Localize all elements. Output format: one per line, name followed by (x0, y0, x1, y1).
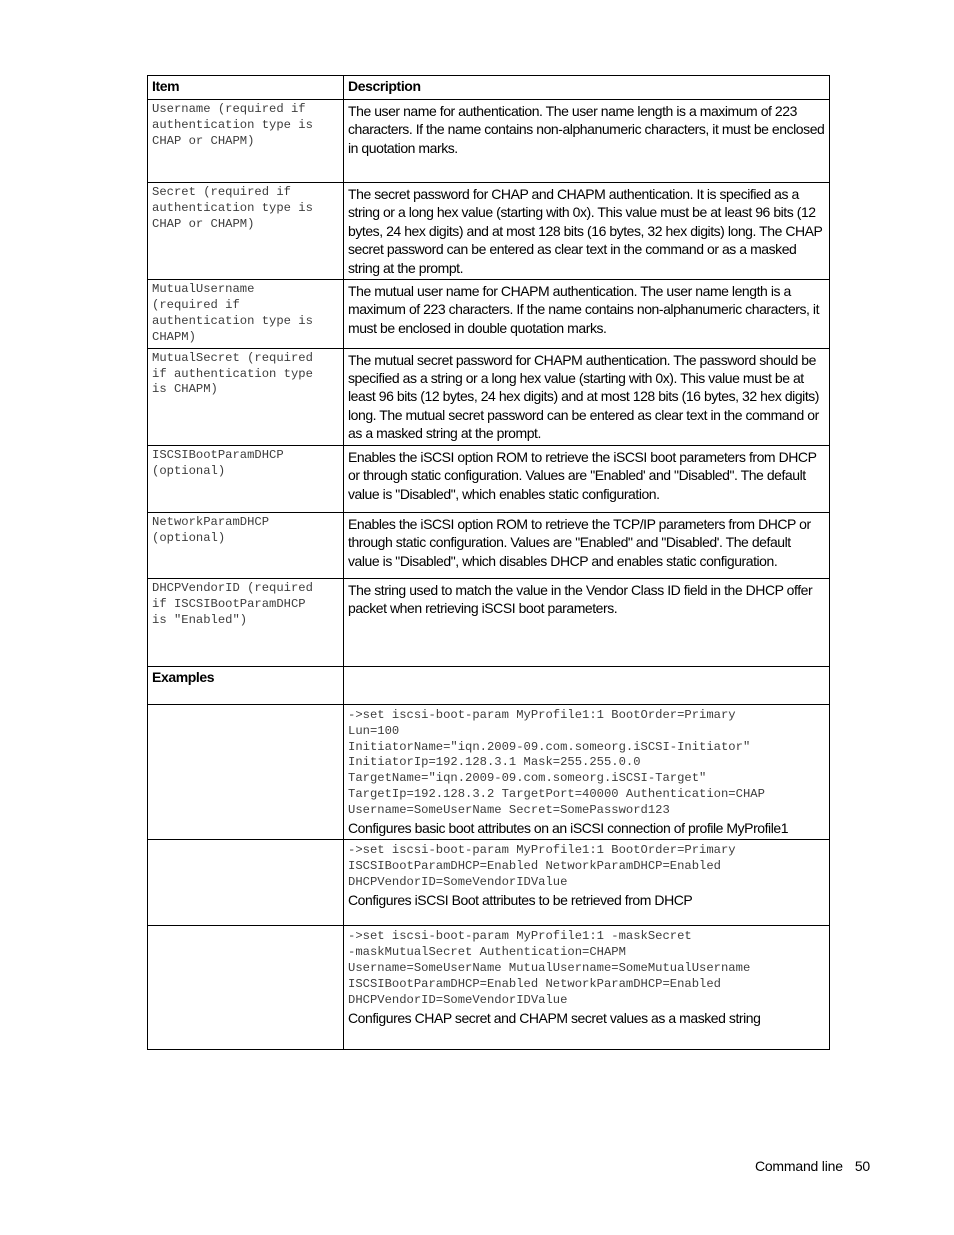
example-code: ->set iscsi-boot-param MyProfile1:1 -maskSecret -maskMutualSecret Authentication=CHAPM Username=SomeUserName MutualUsername=SomeMutualUsername ISCSIBootParamDHCP=Enabled NetworkParamDHCP=Enabled DHCPVendorID=SomeVendorIDValue (348, 929, 751, 1007)
item-mutual-username: MutualUsername (required if authentication type is CHAPM) (148, 280, 344, 349)
item-network-param-dhcp: NetworkParamDHCP (optional) (148, 512, 344, 578)
item-iscsi-boot-param-dhcp: ISCSIBootParamDHCP (optional) (148, 445, 344, 512)
table-row (148, 280, 830, 349)
example-row (148, 926, 830, 1050)
example-description: Configures CHAP secret and CHAPM secret values as a masked string (348, 1009, 761, 1026)
examples-header-empty-cell (344, 666, 830, 704)
examples-label: Examples (148, 666, 344, 704)
item-username: Username (required if authentication type is CHAP or CHAPM) (148, 100, 344, 183)
table-row (148, 183, 830, 280)
example-empty-cell (148, 926, 344, 1050)
description-mutual-secret: The mutual secret password for CHAPM authentication. The password should be specified as a string or a long hex value (starting with 0x). This value must be at least 96 bits (12 bytes, 24 hex digits) and at most 128 bits (16 bytes, 32 hex digits) long. The mutual secret password can be entered as clear text in the command or as a masked string at the prompt. (344, 348, 830, 445)
table-row (148, 512, 830, 578)
page-number: 50 (854, 1158, 870, 1174)
description-dhcp-vendor-id: The string used to match the value in the Vendor Class ID field in the DHCP offer packet when retrieving iSCSI boot parameters. (344, 578, 830, 666)
examples-header-row (148, 666, 830, 704)
example-code: ->set iscsi-boot-param MyProfile1:1 BootOrder=Primary Lun=100 InitiatorName="iqn.2009-09.com.someorg.iSCSI-Initiator" InitiatorIp=192.128.3.1 Mask=255.255.0.0 TargetName="iqn.2009-09.com.someorg.iSCSI-Target" TargetIp=192.128.3.2 TargetPort=40000 Authentication=CHAP Username=SomeUserName Secret=SomePassword123 (348, 707, 765, 818)
table-header-row (148, 76, 830, 100)
item-mutual-secret: MutualSecret (required if authentication type is CHAPM) (148, 348, 344, 445)
item-secret: Secret (required if authentication type is CHAP or CHAPM) (148, 183, 344, 280)
example-cell (344, 704, 830, 839)
example-row (148, 704, 830, 839)
header-description: Description (344, 76, 830, 100)
example-cell (344, 840, 830, 926)
description-secret: The secret password for CHAP and CHAPM authentication. It is specified as a string or a long hex value (starting with 0x). This value must be at least 96 bits (12 bytes, 24 hex digits) and at most 128 bits (16 bytes, 32 hex digits) long. The CHAP secret password can be entered as clear text in the command or as a masked string at the prompt. (344, 183, 830, 280)
example-empty-cell (148, 840, 344, 926)
example-description: Configures basic boot attributes on an iSCSI connection of profile MyProfile1 (348, 820, 789, 837)
parameter-table (147, 75, 830, 1050)
example-code: ->set iscsi-boot-param MyProfile1:1 BootOrder=Primary ISCSIBootParamDHCP=Enabled NetworkParamDHCP=Enabled DHCPVendorID=SomeVendorIDValue (348, 843, 736, 889)
header-item: Item (148, 76, 344, 100)
description-iscsi-boot-param-dhcp: Enables the iSCSI option ROM to retrieve the iSCSI boot parameters from DHCP or through static configuration. Values are "Enabled' and "Disabled". The default value is "Disabled", which enables static configuration. (344, 445, 830, 512)
description-mutual-username: The mutual user name for CHAPM authentication. The user name length is a maximum of 223 characters. If the name contains non-alphanumeric characters, it must be enclosed in double quotation marks. (344, 280, 830, 349)
table-row (148, 100, 830, 183)
footer-section-title: Command line (754, 1158, 843, 1174)
table-row (148, 348, 830, 445)
description-network-param-dhcp: Enables the iSCSI option ROM to retrieve the TCP/IP parameters from DHCP or through static configuration. Values are "Enabled" and "Disabled'. The default value is "Disabled", which disables DHCP and enables static configuration. (344, 512, 830, 578)
page-footer (755, 1158, 870, 1174)
example-empty-cell (148, 704, 344, 839)
item-dhcp-vendor-id: DHCPVendorID (required if ISCSIBootParamDHCP is "Enabled") (148, 578, 344, 666)
example-cell (344, 926, 830, 1050)
table-row (148, 445, 830, 512)
example-description: Configures iSCSI Boot attributes to be retrieved from DHCP (348, 891, 693, 908)
table-row (148, 578, 830, 666)
description-username: The user name for authentication. The user name length is a maximum of 223 characters. If the name contains non-alphanumeric characters, it must be enclosed in quotation marks. (344, 100, 830, 183)
example-row (148, 840, 830, 926)
